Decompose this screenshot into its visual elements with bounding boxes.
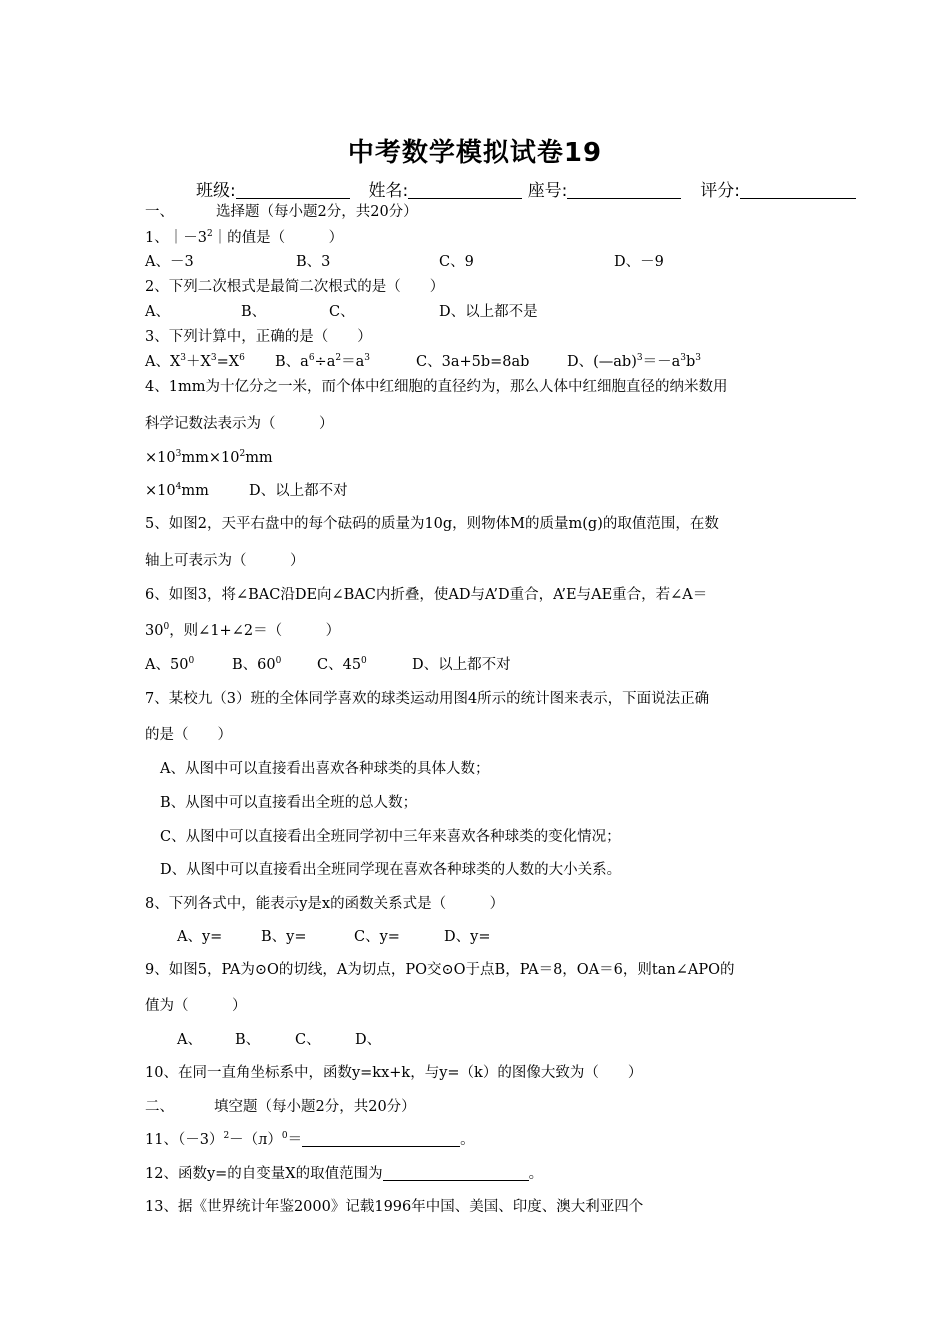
option-b[interactable]: B、3 xyxy=(296,254,331,270)
option-c[interactable]: C、 xyxy=(295,1032,321,1048)
question-7-option-a[interactable]: A、从图中可以直接看出喜欢各种球类的具体人数； xyxy=(160,761,490,777)
question-6-options xyxy=(145,655,511,675)
option-b[interactable]: B、y= xyxy=(261,929,307,945)
seat-label: 座号: xyxy=(527,181,568,201)
question-13-stem: 13、据《世界统计年鉴2000》记载1996年中国、美国、印度、澳大利亚四个 xyxy=(145,1199,644,1215)
question-1-stem: 1、$|-3^2|$的值是（ ） xyxy=(145,229,344,246)
answer-blank-11[interactable] xyxy=(302,1131,460,1147)
option-b[interactable]: B、 xyxy=(235,1032,261,1048)
option-d[interactable]: D、以上都不对 xyxy=(412,657,511,673)
question-5-stem-1: 5、如图2，天平右盘中的每个砝码的质量为10g，则物体M的质量m(g)的取值范围，在数 xyxy=(145,516,719,532)
class-label: 班级: xyxy=(196,181,236,201)
question-9-stem-1: 9、如图5，PA为⊙O的切线，A为切点，PO交⊙O于点B，PA＝8，OA＝6，则tan∠APO的 xyxy=(145,962,735,978)
question-2-stem: 2、下列二次根式是最简二次根式的是（ ） xyxy=(145,279,445,295)
option-a[interactable]: A、y= xyxy=(177,929,223,945)
option-a[interactable]: A、$50^0$ xyxy=(145,656,195,673)
page-title: 中考数学模拟试卷19 xyxy=(347,138,603,168)
option-c[interactable]: C、$45^0$ xyxy=(317,656,367,673)
question-10-stem: 10、在同一直角坐标系中，函数y=kx+k，与y=（k）的图像大致为（ ） xyxy=(145,1065,643,1081)
score-label: 评分: xyxy=(700,181,740,201)
question-1-options xyxy=(145,252,664,272)
option-a[interactable]: A、 xyxy=(177,1032,202,1048)
option-b[interactable]: B、$a^6\div a^2=a^3$ xyxy=(275,353,370,370)
question-5-stem-2: 轴上可表示为（ ） xyxy=(145,553,305,569)
option-d[interactable]: D、以上都不对 xyxy=(249,483,348,499)
question-7-option-d[interactable]: D、从图中可以直接看出全班同学现在喜欢各种球类的人数的大小关系。 xyxy=(160,862,622,878)
name-field[interactable] xyxy=(408,180,522,199)
score-field[interactable] xyxy=(740,180,856,199)
student-info-row xyxy=(196,176,886,201)
name-label: 姓名: xyxy=(368,181,409,201)
option-b[interactable]: B、$60^0$ xyxy=(232,656,282,673)
option-d[interactable]: D、$(—ab)^3=-a^3b^3$ xyxy=(567,353,702,370)
question-9-stem-2: 值为（ ） xyxy=(145,998,247,1014)
option-d[interactable]: D、－9 xyxy=(614,254,664,270)
question-7-stem-1: 7、某校九（3）班的全体同学喜欢的球类运动用图4所示的统计图来表示，下面说法正确 xyxy=(145,691,710,707)
seat-field[interactable] xyxy=(567,180,681,199)
question-11: 11、$(-3)^2-(л)^0=$ 。 xyxy=(145,1131,475,1148)
option-c[interactable]: C、y= xyxy=(354,929,400,945)
section-heading-choice: 一、 选择题（每小题2分，共20分） xyxy=(145,204,418,220)
option-d[interactable]: D、以上都不是 xyxy=(439,304,538,320)
option-a[interactable]: A、－3 xyxy=(145,254,194,270)
question-8-options xyxy=(177,927,490,947)
question-12: 12、函数y=的自变量X的取值范围为 。 xyxy=(145,1166,544,1182)
option-b[interactable]: B、 xyxy=(241,304,267,320)
question-4-option-row-2 xyxy=(145,481,348,501)
question-3-stem: 3、下列计算中，正确的是（ ） xyxy=(145,329,372,345)
question-8-stem: 8、下列各式中，能表示y是x的函数关系式是（ ） xyxy=(145,896,505,912)
question-4-stem-1: 4、1mm为十亿分之一米，而个体中红细胞的直径约为，那么人体中红细胞直径的纳米数用 xyxy=(145,379,728,395)
question-6-stem-2: $30^0$，则∠1+∠2＝（ ） xyxy=(145,622,341,639)
option-c[interactable]: C、 xyxy=(329,304,355,320)
option-d[interactable]: D、y= xyxy=(444,929,491,945)
option-a[interactable]: A、$X^3+X^3=X^6$ xyxy=(145,353,245,370)
question-9-options xyxy=(177,1030,381,1050)
option-c[interactable]: $\times 10^4mm$ xyxy=(145,482,209,499)
section-heading-fill: 二、 填空题（每小题2分，共20分） xyxy=(145,1099,416,1115)
question-4-option-row-1[interactable]: $\times 10^3mm\times 10^2mm$ xyxy=(145,449,273,466)
answer-blank-12[interactable] xyxy=(383,1165,529,1181)
question-7-stem-2: 的是（ ） xyxy=(145,727,232,743)
question-6-stem-1: 6、如图3，将∠BAC沿DE向∠BAC内折叠，使AD与A’D重合，A’E与AE重合，若∠A＝ xyxy=(145,587,708,603)
option-d[interactable]: D、 xyxy=(355,1032,382,1048)
question-7-option-c[interactable]: C、从图中可以直接看出全班同学初中三年来喜欢各种球类的变化情况； xyxy=(160,829,621,845)
class-field[interactable] xyxy=(236,180,350,199)
question-4-stem-2: 科学记数法表示为（ ） xyxy=(145,416,334,432)
question-7-option-b[interactable]: B、从图中可以直接看出全班的总人数； xyxy=(160,795,418,811)
option-c[interactable]: C、3a+5b=8ab xyxy=(416,354,530,370)
question-3-options xyxy=(145,352,701,372)
option-a[interactable]: A、 xyxy=(145,304,170,320)
option-c[interactable]: C、9 xyxy=(439,254,474,270)
question-2-options xyxy=(145,302,538,322)
